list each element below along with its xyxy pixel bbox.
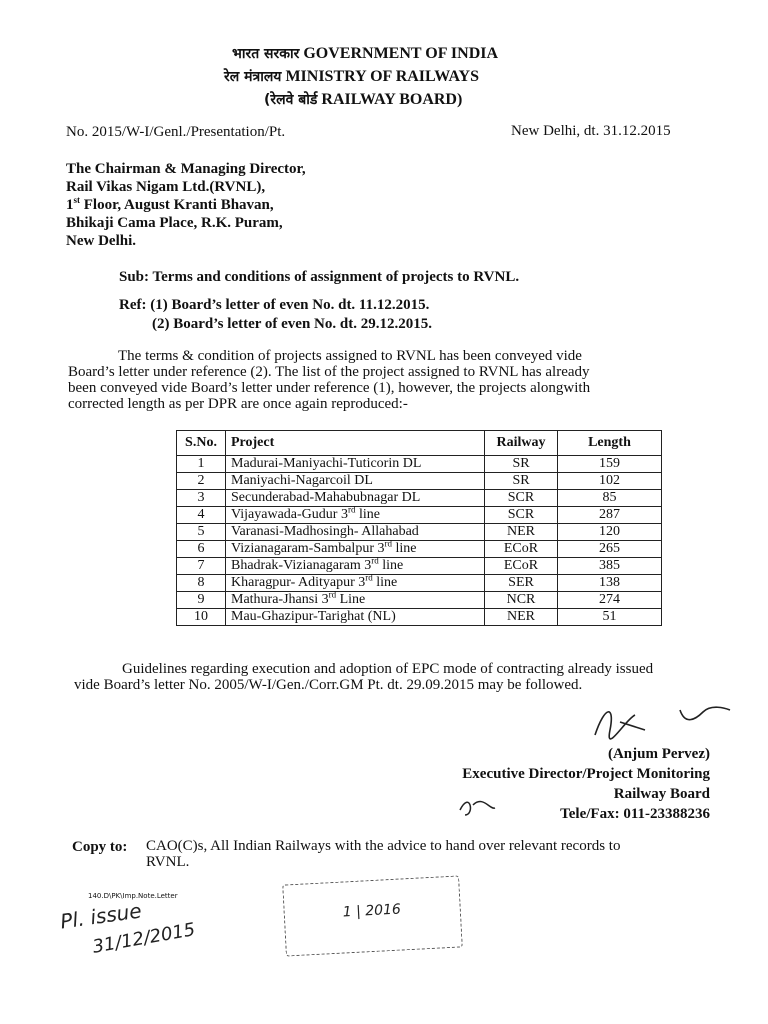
cell-length: 287 [558, 507, 662, 524]
floor-ordinal: st [73, 195, 80, 205]
project-name: Madurai-Maniyachi-Tuticorin DL [231, 456, 422, 471]
cell-railway: NCR [485, 592, 558, 609]
cell-project [226, 473, 485, 490]
floor-number: 1 [66, 197, 74, 213]
cell-sno: 9 [177, 592, 226, 609]
cell-project [226, 538, 485, 558]
table-row [177, 524, 662, 541]
header-english-1: GOVERNMENT OF INDIA [303, 45, 499, 62]
copy-to-line: RVNL. [146, 854, 190, 870]
cell-sno: 1 [177, 456, 226, 473]
table-row [177, 456, 662, 473]
project-suffix: line [378, 558, 404, 573]
project-name: Bhadrak-Vizianagaram 3 [231, 558, 372, 573]
signatory-designation: Executive Director/Project Monitoring [462, 766, 710, 782]
address-line: Rail Vikas Nigam Ltd.(RVNL), [66, 179, 266, 195]
projects-table [176, 430, 662, 626]
header-line-2 [224, 67, 479, 86]
table-row [177, 558, 662, 575]
table-row [177, 541, 662, 558]
project-ordinal: rd [365, 572, 373, 583]
table-header-row [177, 431, 662, 456]
cell-railway: SCR [485, 490, 558, 507]
copy-to-label: Copy to: [72, 839, 128, 855]
cell-length: 138 [558, 575, 662, 592]
header-line-1 [232, 44, 498, 63]
body-line: Board’s letter under reference (2). The list of the project assigned to RVNL has already [68, 364, 590, 380]
signatory-telefax: Tele/Fax: 011-23388236 [560, 806, 710, 822]
body-line: been conveyed vide Board’s letter under reference (1), however, the projects alongwith [68, 380, 591, 396]
cell-sno: 7 [177, 558, 226, 575]
stamp-date: 1 | 2016 [342, 901, 402, 921]
project-name: Kharagpur- Adityapur 3 [231, 575, 366, 590]
file-note: 140.D\PK\Imp.Note.Letter [88, 892, 178, 900]
cell-length: 51 [558, 609, 662, 626]
cell-sno: 2 [177, 473, 226, 490]
header-english-2: MINISTRY OF RAILWAYS [285, 68, 479, 85]
project-name: Vizianagaram-Sambalpur 3 [231, 541, 385, 556]
project-name: Maniyachi-Nagarcoil DL [231, 473, 373, 488]
project-ordinal: rd [371, 555, 379, 566]
table-row [177, 507, 662, 524]
table-row [177, 592, 662, 609]
project-suffix: Line [336, 592, 366, 607]
body-paragraph [68, 348, 718, 412]
address-line: New Delhi. [66, 233, 136, 249]
cell-sno: 10 [177, 609, 226, 626]
header-english-3: RAILWAY BOARD) [321, 91, 463, 108]
copy-to-text [146, 838, 620, 870]
project-suffix: line [372, 575, 398, 590]
cell-sno: 4 [177, 507, 226, 524]
cell-project [226, 524, 485, 541]
project-suffix: line [392, 541, 417, 556]
cell-length: 385 [558, 558, 662, 575]
cell-length: 265 [558, 541, 662, 558]
body-line: corrected length as per DPR are once again reproduced:- [68, 396, 408, 412]
header-railway: Railway [485, 431, 558, 456]
header-line-3 [264, 90, 462, 109]
body-line: The terms & condition of projects assigned to RVNL has been conveyed vide [118, 348, 582, 364]
project-ordinal: rd [347, 504, 356, 515]
address-line: The Chairman & Managing Director, [66, 161, 306, 177]
cell-railway: ECoR [485, 541, 558, 558]
cell-project [226, 555, 485, 575]
guidelines-line: vide Board’s letter No. 2005/W-I/Gen./Corr.GM Pt. dt. 29.09.2015 may be followed. [74, 677, 583, 693]
header-sno: S.No. [177, 431, 226, 456]
header-hindi-1: भारत सरकार [232, 46, 300, 62]
address-line [66, 196, 306, 214]
header-hindi-3: (रेलवे बोर्ड [264, 92, 318, 108]
cell-railway: NER [485, 609, 558, 626]
received-stamp [282, 875, 463, 956]
table-row [177, 575, 662, 592]
signatory-name: (Anjum Pervez) [607, 746, 710, 762]
header-project: Project [226, 431, 485, 456]
cell-length: 159 [558, 456, 662, 473]
cell-project [226, 572, 485, 592]
header-hindi-2: रेल मंत्रालय [224, 69, 282, 85]
cell-railway: SCR [485, 507, 558, 524]
cell-sno: 5 [177, 524, 226, 541]
guidelines-line: Guidelines regarding execution and adoption of EPC mode of contracting already issued [122, 661, 654, 677]
cell-railway: NER [485, 524, 558, 541]
cell-length: 274 [558, 592, 662, 609]
cell-length: 120 [558, 524, 662, 541]
project-suffix: line [355, 507, 380, 522]
handwritten-note: Pl. issue [58, 898, 143, 934]
cell-project [226, 609, 485, 626]
project-name: Secunderabad-Mahabubnagar DL [231, 490, 421, 505]
project-ordinal: rd [384, 538, 392, 549]
project-name: Mau-Ghazipur-Tarighat (NL) [231, 609, 396, 624]
signatory-office: Railway Board [613, 786, 710, 802]
cell-railway: SER [485, 575, 558, 592]
address-line-rest: Floor, August Kranti Bhavan, [80, 197, 274, 213]
project-ordinal: rd [328, 589, 337, 600]
table-row [177, 490, 662, 507]
address-line: Bhikaji Cama Place, R.K. Puram, [66, 215, 283, 231]
cell-sno: 3 [177, 490, 226, 507]
cell-railway: SR [485, 456, 558, 473]
cell-project [226, 456, 485, 473]
subject-line: Sub: Terms and conditions of assignment of projects to RVNL. [119, 269, 520, 285]
copy-to-line: CAO(C)s, All Indian Railways with the advice to hand over relevant records to [146, 838, 621, 854]
header-length: Length [558, 431, 662, 456]
project-name: Mathura-Jhansi 3 [231, 592, 329, 607]
cell-project [226, 589, 485, 609]
project-name: Vijayawada-Gudur 3 [231, 507, 348, 522]
cell-sno: 6 [177, 541, 226, 558]
table-row [177, 473, 662, 490]
reference-number: No. 2015/W-I/Genl./Presentation/Pt. [66, 124, 286, 140]
initials-scribble [455, 790, 500, 820]
cell-railway: SR [485, 473, 558, 490]
reference-1: Ref: (1) Board’s letter of even No. dt. 11.12.2015. [119, 297, 430, 313]
reference-2: (2) Board’s letter of even No. dt. 29.12.2015. [152, 316, 432, 332]
cell-project [226, 504, 485, 524]
cell-railway: ECoR [485, 558, 558, 575]
handwritten-date: 31/12/2015 [90, 919, 197, 958]
place-date: New Delhi, dt. 31.12.2015 [511, 123, 671, 139]
signature-image [585, 700, 735, 750]
project-name: Varanasi-Madhosingh- Allahabad [231, 524, 419, 539]
cell-length: 102 [558, 473, 662, 490]
addressee-block [66, 160, 306, 250]
cell-length: 85 [558, 490, 662, 507]
cell-sno: 8 [177, 575, 226, 592]
table-row [177, 609, 662, 626]
guidelines-paragraph [74, 661, 724, 693]
